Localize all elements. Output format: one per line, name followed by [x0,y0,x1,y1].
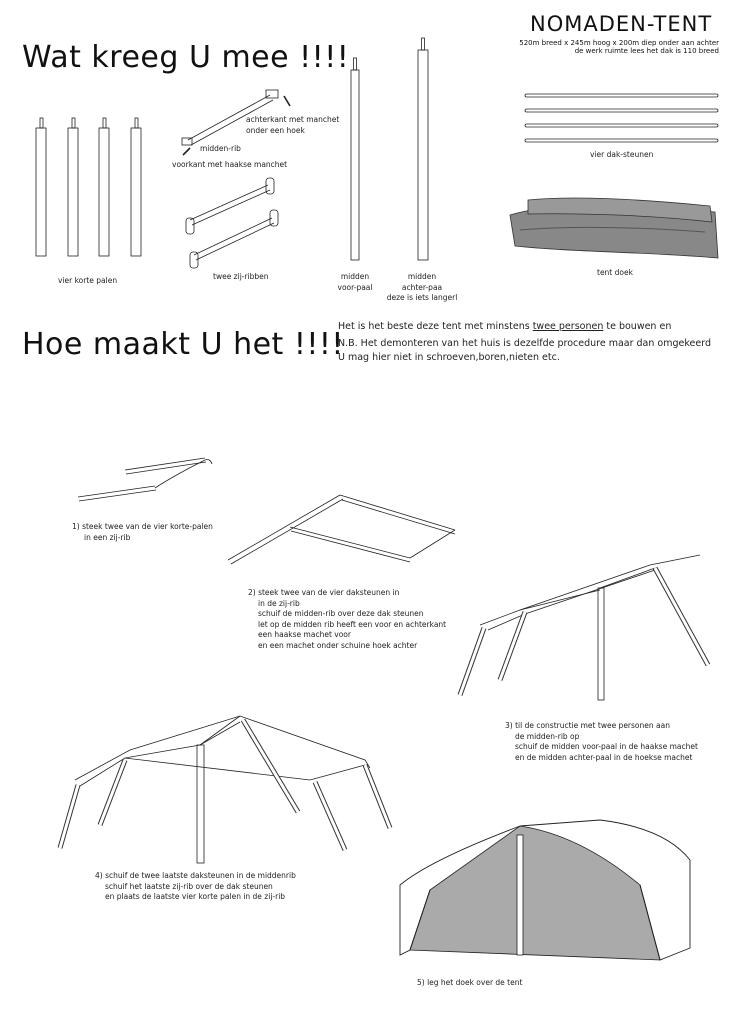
step5-caption: 5) leg het doek over de tent [417,978,523,987]
caption-line: 3) til de constructie met twee personen aan [505,721,670,730]
label-midrib: midden-rib [200,144,241,153]
intro-text: Het is het beste deze tent met minstens [338,321,533,332]
canvas-illustration [510,198,718,258]
label-line: voor-paal [337,282,373,292]
product-dimensions [505,39,719,55]
intro-underline: twee personen [532,321,604,332]
step4-caption [95,871,296,903]
label-front-note: voorkant met haakse manchet [172,160,288,169]
label-short-posts: vier korte palen [58,276,118,285]
caption-line: en een machet onder schuine hoek achter [258,640,418,650]
side-ribs-illustration [186,178,278,268]
roof-supports-illustration [525,94,718,142]
parts-heading: Wat kreeg U mee !!!! [22,40,350,75]
caption-line: in de zij-rib [258,598,300,608]
dimensions-line: 520m breed x 245m hoog x 200m diep onder aan achter [519,39,719,47]
intro-line [338,320,738,334]
caption-line: in een zij-rib [84,532,131,542]
step5-illustration [400,820,690,960]
caption-line: de midden-rib op [515,731,580,741]
label-roof-supports: vier dak-steunen [590,150,654,159]
intro-line: U mag hier niet in schroeven,boren,nieten etc. [338,352,560,363]
dimensions-line: de werk ruimte lees het dak is 110 breed [574,47,719,55]
caption-line: schuif de midden-rib over deze dak steunen [258,609,424,618]
intro-text: te bouwen en [603,321,672,332]
label-line: deze is iets langerl [386,293,458,302]
label-line: achter-paa [401,282,443,292]
step3-illustration [460,555,708,700]
label-line: onder een hoek [246,125,305,135]
intro-line: N.B. Het demonteren van het huis is dezelfde procedure maar dan omgekeerd [338,338,711,349]
caption-line: een haakse machet voor [258,630,351,639]
product-title: NOMADEN-TENT [530,12,713,36]
instructions-intro [338,320,738,365]
label-back-note [246,115,339,136]
step1-illustration [78,458,212,501]
label-line: achterkant met manchet [246,115,340,124]
caption-line: 1) steek twee van de vier korte-palen [72,522,213,531]
label-canvas: tent doek [597,268,633,277]
step2-illustration [228,495,455,564]
step2-caption [248,588,446,651]
caption-line: en plaats de laatste vier korte palen in de zij-rib [105,892,286,901]
step3-caption [505,721,698,763]
caption-line: schuif het laatste zij-rib over de dak steunen [105,881,273,891]
label-back-pole [384,272,460,304]
label-line: midden [340,272,370,281]
caption-line: 4) schuif de twee laatste daksteunen in de middenrib [95,871,296,880]
short-posts-illustration [36,118,141,256]
caption-line: let op de midden rib heeft een voor en achterkant [258,619,447,629]
step1-caption [72,522,213,543]
step4-illustration [60,716,390,863]
instructions-heading: Hoe maakt U het !!!! [22,327,344,362]
label-line: midden [407,272,437,281]
label-side-ribs: twee zij-ribben [213,272,269,281]
caption-line: en de midden achter-paal in de hoekse machet [515,752,693,762]
caption-line: schuif de midden voor-paal in de haakse machet [515,742,698,751]
label-front-pole [335,272,375,293]
caption-line: 2) steek twee van de vier daksteunen in [248,588,400,597]
middle-poles-illustration [351,38,428,260]
